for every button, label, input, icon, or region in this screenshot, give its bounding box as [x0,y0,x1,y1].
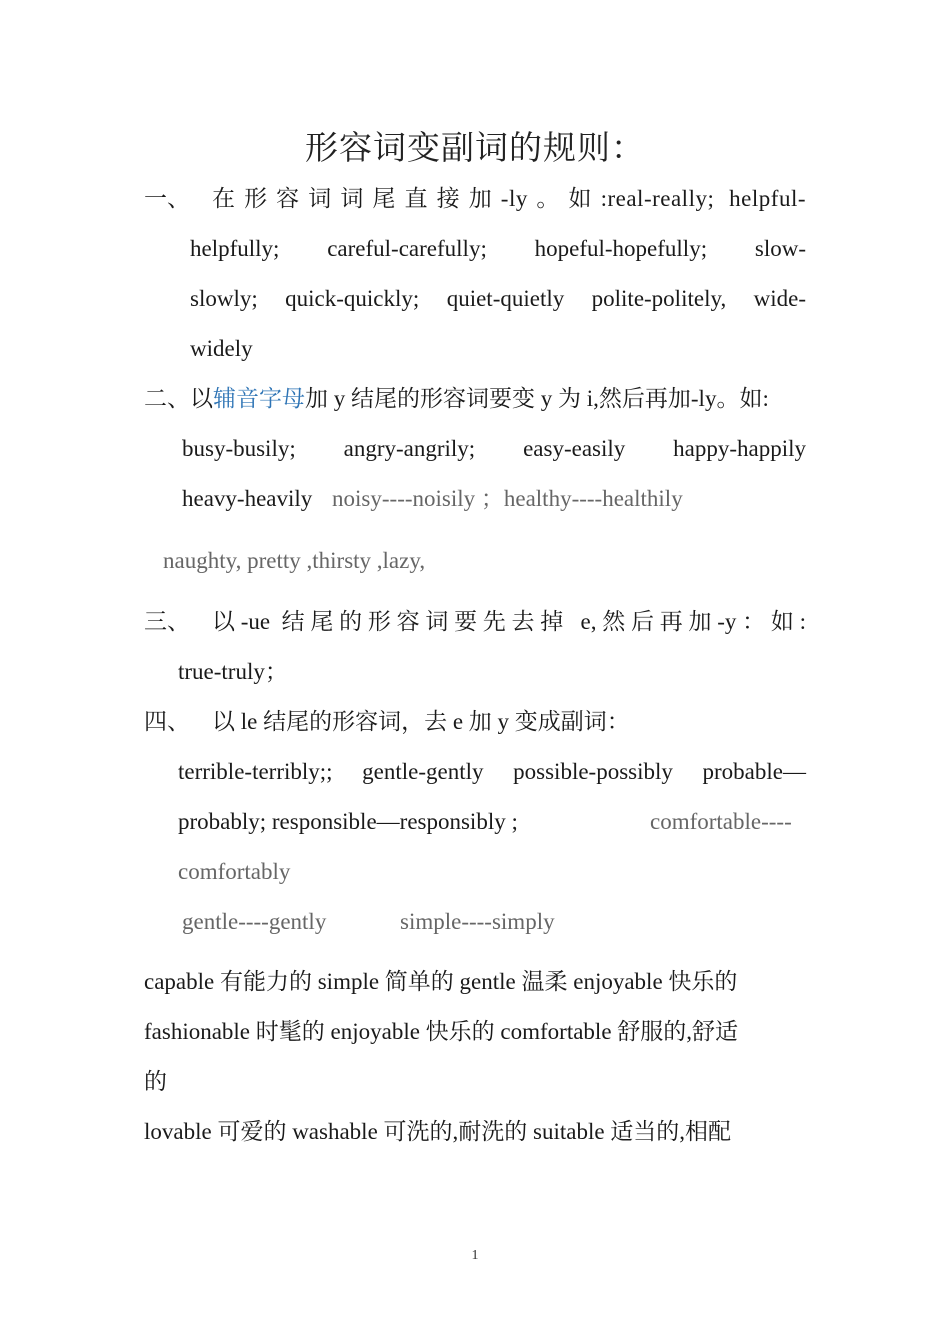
rule3-line2: true-truly； [178,659,288,684]
vocab-line1: capable 有能力的 simple 简单的 gentle 温柔 enjoyable 快乐的 [144,969,738,994]
rule1-line3: slowly; quick-quickly; quiet-quietly polite-politely, wide- [190,286,806,311]
consonant-letter-link[interactable]: 辅音字母 [213,386,305,411]
rule4-line2: terrible-terribly;; gentle-gently possible-possibly probable— [178,759,806,784]
rule2-prefix: 二、以 [144,386,213,411]
rule4-line5-b: simple----simply [400,909,555,934]
rule1-line4: widely [190,336,253,361]
rule2-heavy: heavy-heavily [182,486,313,511]
rule1-line1: 在形容词词尾直接加-ly。如:real-really; helpful- [212,186,806,211]
rule2-line3 [182,483,683,515]
rule2-line4: naughty, pretty ,thirsty ,lazy, [163,548,426,573]
rule4-marker: 四、 [144,709,190,734]
rule1-marker: 一、 [144,186,190,211]
rule2-suffix: 加 y 结尾的形容词要变 y 为 i,然后再加-ly。如: [305,386,769,411]
rule2-noisy-healthy: noisy----noisily ；healthy----healthily [332,486,683,511]
rule3-line1: 以-ue 结尾的形容词要先去掉 e,然后再加-y：如: [212,609,806,634]
rule3-marker: 三、 [144,609,190,634]
page-number: 1 [471,1248,479,1263]
vocab-line2: fashionable 时髦的 enjoyable 快乐的 comfortable 舒服的,舒适 [144,1019,739,1044]
rule4-line5-a: gentle----gently [182,909,327,934]
rule2-line2: busy-busily; angry-angrily; easy-easily happy-happily [182,436,806,461]
rule4-line4: comfortably [178,859,291,884]
rule4-line3-a: probably; responsible—responsibly ; [178,809,518,834]
rule2-line1 [144,383,769,415]
page-title: 形容词变副词的规则： [305,131,645,167]
vocab-line4: lovable 可爱的 washable 可洗的,耐洗的 suitable 适当的,相配 [144,1119,732,1144]
rule4-line3-b: comfortable---- [650,809,792,834]
rule4-line1: 以 le 结尾的形容词，去 e 加 y 变成副词： [212,709,630,734]
rule1-line2: helpfully; careful-carefully; hopeful-hopefully; slow- [190,236,806,261]
vocab-line3: 的 [144,1069,167,1094]
